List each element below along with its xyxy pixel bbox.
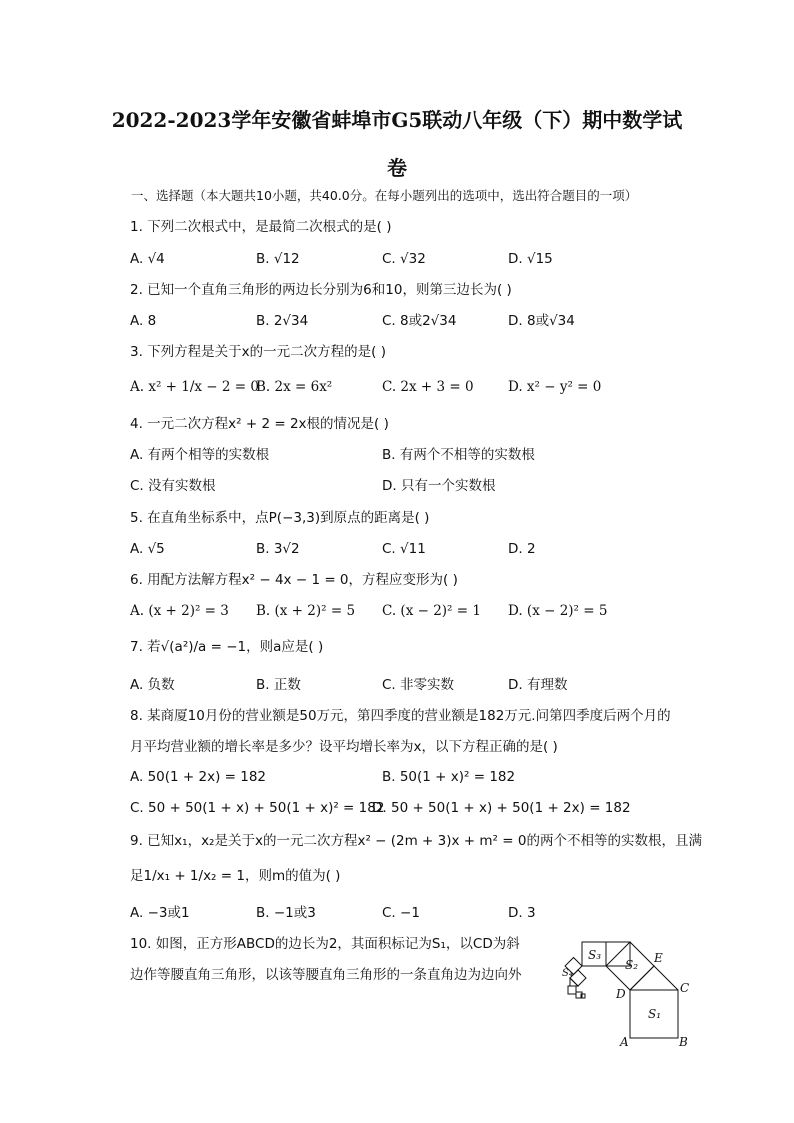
q4-option-c[interactable]: C. 没有实数根 <box>130 478 216 494</box>
label-c: C <box>680 981 690 995</box>
q1-option-b[interactable]: B. √12 <box>256 251 300 267</box>
question-8-stem: 8. 某商厦10月份的营业额是50万元，第四季度的营业额是182万元.问第四季度后两个月的 <box>130 708 671 724</box>
q2-option-b[interactable]: B. 2√34 <box>256 313 309 329</box>
label-s3: S₃ <box>588 948 602 962</box>
label-s4: S₄ <box>562 968 573 979</box>
q2-option-c[interactable]: C. 8或2√34 <box>382 313 457 329</box>
q3-option-b[interactable]: B. 2x = 6x² <box>256 379 333 395</box>
question-5-stem: 5. 在直角坐标系中，点P(−3,3)到原点的距离是( ) <box>130 510 430 526</box>
q1-option-a[interactable]: A. √4 <box>130 251 165 267</box>
label-b: B <box>679 1035 688 1048</box>
q4-option-d[interactable]: D. 只有一个实数根 <box>382 478 496 494</box>
q8-option-a[interactable]: A. 50(1 + 2x) = 182 <box>130 769 267 785</box>
q6-option-c[interactable]: C. (x − 2)² = 1 <box>382 603 481 619</box>
q1-option-d[interactable]: D. √15 <box>508 251 553 267</box>
question-7-stem: 7. 若√(a²)/a = −1，则a应是( ) <box>130 639 324 655</box>
q7-option-a[interactable]: A. 负数 <box>130 677 175 693</box>
question-1-stem: 1. 下列二次根式中，是最简二次根式的是( ) <box>130 219 392 235</box>
q4-option-a[interactable]: A. 有两个相等的实数根 <box>130 447 270 463</box>
exam-title <box>90 96 704 192</box>
question-4-stem: 4. 一元二次方程x² + 2 = 2x根的情况是( ) <box>130 416 389 432</box>
question-3-stem: 3. 下列方程是关于x的一元二次方程的是( ) <box>130 344 386 360</box>
label-s2: S₂ <box>625 958 639 972</box>
question-9-stem-cont: 足1/x₁ + 1/x₂ = 1，则m的值为( ) <box>130 868 341 884</box>
q1-option-c[interactable]: C. √32 <box>382 251 426 267</box>
q8-option-d[interactable]: D. 50 + 50(1 + x) + 50(1 + 2x) = 182 <box>372 800 631 816</box>
q7-option-b[interactable]: B. 正数 <box>256 677 301 693</box>
q3-option-c[interactable]: C. 2x + 3 = 0 <box>382 379 474 395</box>
q9-option-b[interactable]: B. −1或3 <box>256 905 316 921</box>
label-e: E <box>654 951 663 965</box>
question-8-stem-cont: 月平均营业额的增长率是多少？设平均增长率为x，以下方程正确的是( ) <box>130 739 558 755</box>
label-s1: S₁ <box>648 1007 662 1021</box>
q8-option-b[interactable]: B. 50(1 + x)² = 182 <box>382 769 516 785</box>
q6-option-d[interactable]: D. (x − 2)² = 5 <box>508 603 608 619</box>
square-s6 <box>568 986 576 994</box>
q2-option-a[interactable]: A. 8 <box>130 313 157 329</box>
label-a: A <box>620 1035 629 1048</box>
q3-option-a[interactable]: A. x² + 1/x − 2 = 0 <box>130 379 259 395</box>
title-line-2: 卷 <box>387 156 407 180</box>
small-tri-1 <box>570 978 578 986</box>
section-heading: 一、选择题（本大题共10小题，共40.0分。在每小题列出的选项中，选出符合题目的一项） <box>131 188 638 203</box>
q5-option-b[interactable]: B. 3√2 <box>256 541 300 557</box>
q2-option-d[interactable]: D. 8或√34 <box>508 313 575 329</box>
pythagoras-tree-figure <box>548 936 698 1048</box>
q9-option-a[interactable]: A. −3或1 <box>130 905 190 921</box>
question-10-stem-cont: 边作等腰直角三角形，以该等腰直角三角形的一条直角边为边向外 <box>130 967 522 983</box>
q5-option-a[interactable]: A. √5 <box>130 541 165 557</box>
question-9-stem: 9. 已知x₁，x₂是关于x的一元二次方程x² − (2m + 3)x + m² = 0的两个不相等的实数根，且满 <box>130 833 702 849</box>
q9-option-d[interactable]: D. 3 <box>508 905 536 921</box>
q5-option-c[interactable]: C. √11 <box>382 541 426 557</box>
q8-option-c[interactable]: C. 50 + 50(1 + x) + 50(1 + x)² = 182 <box>130 800 385 816</box>
q7-option-d[interactable]: D. 有理数 <box>508 677 568 693</box>
q9-option-c[interactable]: C. −1 <box>382 905 420 921</box>
question-10-stem: 10. 如图，正方形ABCD的边长为2，其面积标记为S₁，以CD为斜 <box>130 936 520 952</box>
q4-option-b[interactable]: B. 有两个不相等的实数根 <box>382 447 535 463</box>
q6-option-a[interactable]: A. (x + 2)² = 3 <box>130 603 229 619</box>
q7-option-c[interactable]: C. 非零实数 <box>382 677 455 693</box>
q3-option-d[interactable]: D. x² − y² = 0 <box>508 379 602 395</box>
q5-option-d[interactable]: D. 2 <box>508 541 536 557</box>
q6-option-b[interactable]: B. (x + 2)² = 5 <box>256 603 356 619</box>
question-6-stem: 6. 用配方法解方程x² − 4x − 1 = 0，方程应变形为( ) <box>130 572 458 588</box>
question-2-stem: 2. 已知一个直角三角形的两边长分别为6和10，则第三边长为( ) <box>130 282 512 298</box>
title-line-1: 2022-2023学年安徽省蚌埠市G5联动八年级（下）期中数学试 <box>111 108 683 132</box>
label-d: D <box>616 987 626 1001</box>
